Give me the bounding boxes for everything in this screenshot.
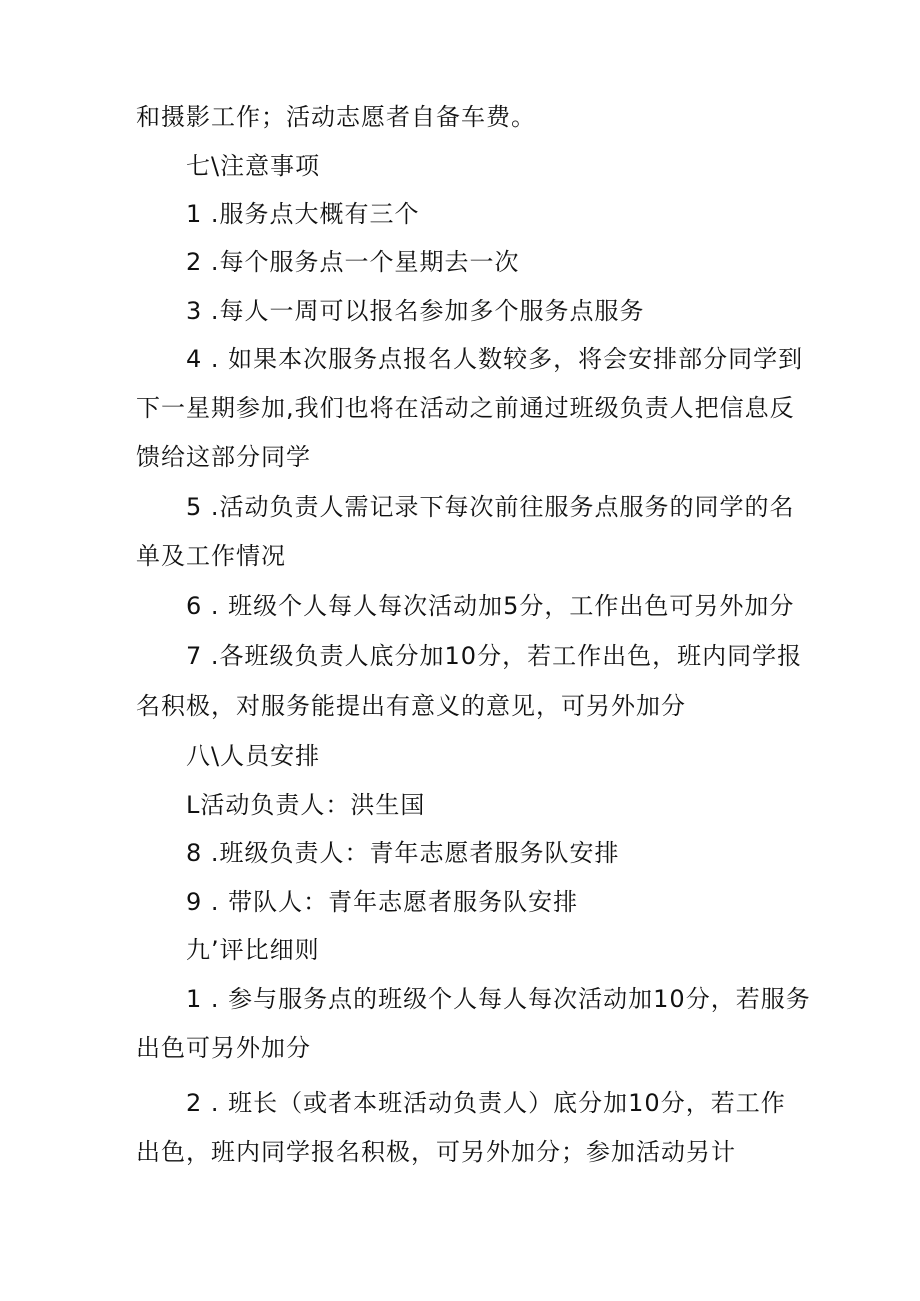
list-item: 8 .班级负责人：青年志愿者服务队安排 [186,839,620,867]
text-line: 下一星期参加,我们也将在活动之前通过班级负责人把信息反 [136,394,795,422]
section-heading-evaluation: 九’评比细则 [186,936,320,964]
list-item: 1 . 参与服务点的班级个人每人每次活动加10分，若服务 [186,985,811,1013]
list-item: 7 .各班级负责人底分加10分，若工作出色，班内同学报 [186,642,803,670]
list-item: 1 .服务点大概有三个 [186,200,420,228]
text-line: 和摄影工作；活动志愿者自备车费。 [136,103,536,131]
text-line: 出色，班内同学报名积极，可另外加分；参加活动另计 [136,1138,736,1166]
list-item: 2 . 班长（或者本班活动负责人）底分加10分，若工作 [186,1089,786,1117]
text-line: 名积极，对服务能提出有意义的意见，可另外加分 [136,692,686,720]
list-item: 6 . 班级个人每人每次活动加5分，工作出色可另外加分 [186,592,795,620]
list-item: 3 .每人一周可以报名参加多个服务点服务 [186,297,645,325]
text-line: 馈给这部分同学 [136,443,311,471]
section-heading-precautions: 七\注意事项 [186,152,321,180]
list-item: L活动负责人：洪生国 [186,791,426,819]
list-item: 9 . 带队人：青年志愿者服务队安排 [186,888,579,916]
list-item: 5 .活动负责人需记录下每次前往服务点服务的同学的名 [186,493,795,521]
section-heading-staffing: 八\人员安排 [186,742,321,770]
text-line: 出色可另外加分 [136,1034,311,1062]
text-line: 单及工作情况 [136,542,286,570]
list-item: 2 .每个服务点一个星期去一次 [186,248,520,276]
list-item: 4 . 如果本次服务点报名人数较多，将会安排部分同学到 [186,345,804,373]
